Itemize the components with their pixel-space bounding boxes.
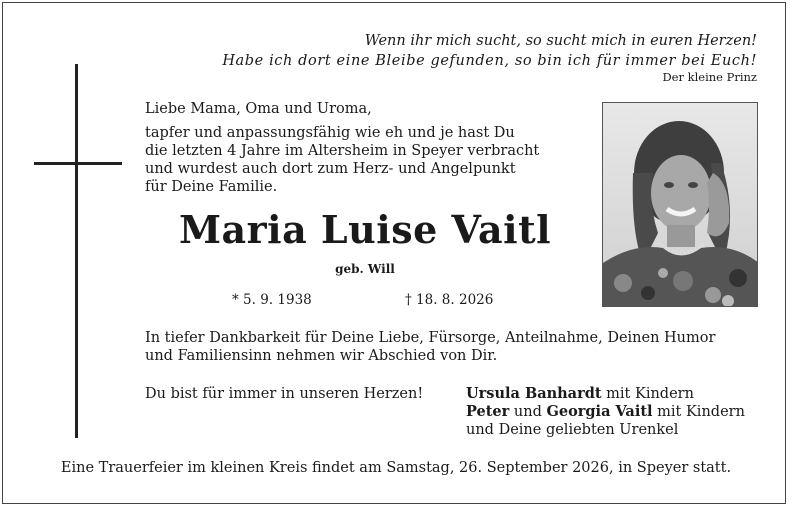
signer-name: Ursula Banhardt xyxy=(466,385,602,402)
signer-name: Peter xyxy=(466,403,510,420)
signers xyxy=(466,385,745,439)
signer-connector: und xyxy=(509,404,547,420)
maiden-name: geb. Will xyxy=(335,262,395,276)
signer-suffix: mit Kindern xyxy=(652,404,745,420)
intro-line: für Deine Familie. xyxy=(145,179,278,195)
intro-line: und wurdest auch dort zum Herz- und Angelpunkt xyxy=(145,161,516,177)
intro-line: die letzten 4 Jahre im Altersheim in Speyer verbracht xyxy=(145,143,540,159)
quote xyxy=(222,31,757,71)
thanks-line: und Familiensinn nehmen wir Abschied von Dir. xyxy=(145,348,498,364)
quote-author: Der kleine Prinz xyxy=(662,70,757,84)
greeting: Liebe Mama, Oma und Uroma, xyxy=(145,101,372,117)
signer-line xyxy=(466,403,745,421)
signer-suffix: mit Kindern xyxy=(601,386,694,402)
birth-date: * 5. 9. 1938 xyxy=(232,292,312,308)
death-date: † 18. 8. 2026 xyxy=(405,292,494,308)
signer-name: Georgia Vaitl xyxy=(546,403,653,420)
cross-icon-vertical xyxy=(75,64,78,438)
signer-line xyxy=(466,385,745,403)
quote-line-1: Wenn ihr mich sucht, so sucht mich in euren Herzen! xyxy=(364,33,757,49)
thanks-text xyxy=(145,329,759,365)
deceased-name: Maria Luise Vaitl xyxy=(178,207,552,252)
quote-line-2: Habe ich dort eine Bleibe gefunden, so bin ich für immer bei Euch! xyxy=(222,53,757,69)
heart-line: Du bist für immer in unseren Herzen! xyxy=(145,386,424,402)
cross-icon-horizontal xyxy=(34,162,122,165)
portrait-photo xyxy=(602,102,758,307)
intro-text xyxy=(145,124,585,196)
funeral-notice: Eine Trauerfeier im kleinen Kreis findet am Samstag, 26. September 2026, in Speyer statt. xyxy=(60,460,732,476)
intro-line: tapfer und anpassungsfähig wie eh und je hast Du xyxy=(145,125,515,141)
signer-line: und Deine geliebten Urenkel xyxy=(466,422,679,438)
thanks-line: In tiefer Dankbarkeit für Deine Liebe, Fürsorge, Anteilnahme, Deinen Humor xyxy=(145,330,716,346)
